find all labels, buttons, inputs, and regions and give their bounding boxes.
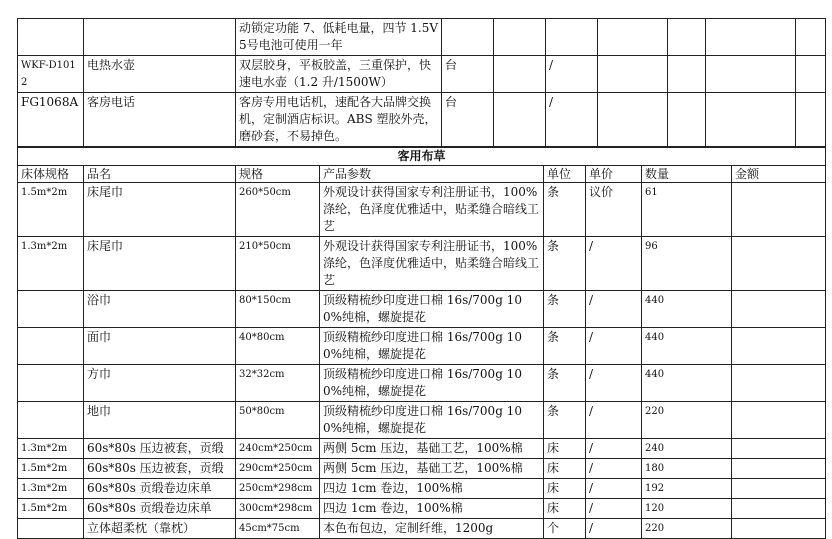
cell-params: 四边 1cm 卷边，100%棉 — [320, 499, 544, 519]
cell-params: 两侧 5cm 压边，基础工艺，100%棉 — [320, 439, 544, 459]
cell-name: 60s*80s 压边被套，贡缎 — [84, 459, 236, 479]
cell-params: 外观设计获得国家专利注册证书，100%涤纶，色泽度优雅适中，贴柔缝合暗线工艺 — [320, 183, 544, 237]
price-cell — [546, 19, 598, 56]
cell-qty: 96 — [642, 237, 732, 291]
cell-spec: 240cm*250cm — [236, 439, 320, 459]
table-row — [18, 402, 826, 439]
cell-size: 1.5m*2m — [18, 183, 84, 237]
cell-spec: 290cm*250cm — [236, 459, 320, 479]
cell-unit: 床 — [544, 479, 586, 499]
cell-unit: 条 — [544, 328, 586, 365]
empty-cell — [706, 93, 796, 147]
product-spec: 动锁定功能 7、低耗电量，四节 1.5V5号电池可使用一年 — [236, 19, 442, 56]
column-header-params: 产品参数 — [320, 166, 544, 183]
cell-amount — [732, 402, 826, 439]
product-spec: 双层胶身，平板胶盖，三重保护，快速电水壶（1.2 升/1500W） — [236, 56, 442, 93]
cell-price: / — [586, 291, 642, 328]
cell-price: / — [586, 328, 642, 365]
section-title: 客用布草 — [18, 148, 826, 166]
cell-size: 1.5m*2m — [18, 499, 84, 519]
table-row — [18, 93, 826, 147]
table-row — [18, 479, 826, 499]
linen-rows — [18, 183, 826, 539]
empty-cell — [668, 93, 706, 147]
cell-params: 顶级精梳纱印度进口棉 16s/700g 100%纯棉，螺旋提花 — [320, 291, 544, 328]
product-name: 客房电话 — [84, 93, 236, 147]
cell-amount — [732, 237, 826, 291]
cell-spec: 50*80cm — [236, 402, 320, 439]
cell-size: 1.3m*2m — [18, 479, 84, 499]
cell-params: 顶级精梳纱印度进口棉 16s/700g 100%纯棉，螺旋提花 — [320, 402, 544, 439]
cell-params: 四边 1cm 卷边，100%棉 — [320, 479, 544, 499]
empty-cell — [796, 93, 826, 147]
product-name: 电热水壶 — [84, 56, 236, 93]
quotation-sheet — [17, 18, 825, 539]
cell-amount — [732, 439, 826, 459]
cell-size: 1.3m*2m — [18, 237, 84, 291]
cell-params: 顶级精梳纱印度进口棉 16s/700g 100%纯棉，螺旋提花 — [320, 328, 544, 365]
price-cell: / — [546, 93, 598, 147]
cell-amount — [732, 519, 826, 539]
cell-price: / — [586, 439, 642, 459]
cell-price: / — [586, 237, 642, 291]
product-code — [18, 19, 84, 56]
cell-price: / — [586, 499, 642, 519]
cell-unit: 条 — [544, 291, 586, 328]
cell-qty: 440 — [642, 365, 732, 402]
cell-params: 两侧 5cm 压边，基础工艺，100%棉 — [320, 459, 544, 479]
cell-price: / — [586, 459, 642, 479]
cell-size — [18, 519, 84, 539]
cell-unit: 个 — [544, 519, 586, 539]
cell-unit: 条 — [544, 237, 586, 291]
empty-cell — [598, 19, 668, 56]
cell-qty: 120 — [642, 499, 732, 519]
cell-price: / — [586, 402, 642, 439]
column-header-size: 床体规格 — [18, 166, 84, 183]
cell-name: 床尾巾 — [84, 183, 236, 237]
cell-amount — [732, 328, 826, 365]
cell-spec: 300cm*298cm — [236, 499, 320, 519]
product-code: FG1068A — [18, 93, 84, 147]
cell-qty: 440 — [642, 291, 732, 328]
empty-cell — [668, 19, 706, 56]
table-row — [18, 237, 826, 291]
cell-spec: 80*150cm — [236, 291, 320, 328]
column-header-amount: 金额 — [732, 166, 826, 183]
cell-spec: 250cm*298cm — [236, 479, 320, 499]
cell-size: 1.5m*2m — [18, 459, 84, 479]
empty-cell — [598, 93, 668, 147]
price-cell: / — [546, 56, 598, 93]
cell-price: / — [586, 479, 642, 499]
cell-name: 床尾巾 — [84, 237, 236, 291]
table-row — [18, 499, 826, 519]
table-row — [18, 365, 826, 402]
empty-cell — [598, 56, 668, 93]
cell-spec: 40*80cm — [236, 328, 320, 365]
empty-cell — [706, 56, 796, 93]
cell-params: 本色布包边，定制纤维，1200g — [320, 519, 544, 539]
table-row — [18, 56, 826, 93]
table-row — [18, 291, 826, 328]
table-row — [18, 183, 826, 237]
empty-cell — [668, 56, 706, 93]
unit-cell: 台 — [442, 56, 494, 93]
cell-qty: 61 — [642, 183, 732, 237]
cell-name: 60s*80s 贡缎卷边床单 — [84, 499, 236, 519]
cell-unit: 床 — [544, 499, 586, 519]
empty-cell — [706, 19, 796, 56]
unit-cell: 台 — [442, 93, 494, 147]
cell-size — [18, 328, 84, 365]
section-row — [18, 148, 826, 166]
empty-cell — [796, 56, 826, 93]
column-header-price: 单价 — [586, 166, 642, 183]
cell-spec: 45cm*75cm — [236, 519, 320, 539]
cell-unit: 条 — [544, 402, 586, 439]
cell-name: 60s*80s 贡缎卷边床单 — [84, 479, 236, 499]
empty-cell — [494, 56, 546, 93]
product-code: WKF-D1012 — [18, 56, 84, 93]
cell-amount — [732, 291, 826, 328]
cell-size — [18, 365, 84, 402]
column-header-spec: 规格 — [236, 166, 320, 183]
cell-name: 立体超柔枕（靠枕） — [84, 519, 236, 539]
cell-qty: 240 — [642, 439, 732, 459]
cell-amount — [732, 183, 826, 237]
cell-unit: 床 — [544, 459, 586, 479]
cell-price: / — [586, 519, 642, 539]
empty-cell — [494, 93, 546, 147]
cell-params: 顶级精梳纱印度进口棉 16s/700g 100%纯棉，螺旋提花 — [320, 365, 544, 402]
product-name — [84, 19, 236, 56]
cell-amount — [732, 459, 826, 479]
cell-name: 面巾 — [84, 328, 236, 365]
table-row — [18, 19, 826, 56]
table-row — [18, 519, 826, 539]
cell-unit: 床 — [544, 439, 586, 459]
cell-spec: 32*32cm — [236, 365, 320, 402]
table-row — [18, 328, 826, 365]
empty-cell — [494, 19, 546, 56]
quotation-table — [17, 18, 826, 147]
cell-size — [18, 291, 84, 328]
cell-amount — [732, 499, 826, 519]
table-row — [18, 459, 826, 479]
cell-size — [18, 402, 84, 439]
linen-table — [17, 147, 826, 539]
cell-price: 议价 — [586, 183, 642, 237]
cell-qty: 220 — [642, 519, 732, 539]
cell-amount — [732, 365, 826, 402]
column-header-unit: 单位 — [544, 166, 586, 183]
cell-unit: 条 — [544, 365, 586, 402]
cell-amount — [732, 479, 826, 499]
empty-cell — [796, 19, 826, 56]
top-rows — [18, 19, 826, 147]
cell-spec: 210*50cm — [236, 237, 320, 291]
cell-qty: 440 — [642, 328, 732, 365]
cell-price: / — [586, 365, 642, 402]
cell-unit: 条 — [544, 183, 586, 237]
column-header-name: 品名 — [84, 166, 236, 183]
cell-qty: 192 — [642, 479, 732, 499]
cell-name: 60s*80s 压边被套，贡缎 — [84, 439, 236, 459]
header-row — [18, 166, 826, 183]
cell-qty: 220 — [642, 402, 732, 439]
table-row — [18, 439, 826, 459]
cell-size: 1.3m*2m — [18, 439, 84, 459]
cell-qty: 180 — [642, 459, 732, 479]
unit-cell — [442, 19, 494, 56]
column-header-qty: 数量 — [642, 166, 732, 183]
cell-params: 外观设计获得国家专利注册证书，100%涤纶，色泽度优雅适中，贴柔缝合暗线工艺 — [320, 237, 544, 291]
cell-spec: 260*50cm — [236, 183, 320, 237]
product-spec: 客房专用电话机，速配各大品牌交换机，定制酒店标识。ABS 塑胶外壳，磨砂套，不易掉色。 — [236, 93, 442, 147]
cell-name: 方巾 — [84, 365, 236, 402]
cell-name: 浴巾 — [84, 291, 236, 328]
cell-name: 地巾 — [84, 402, 236, 439]
